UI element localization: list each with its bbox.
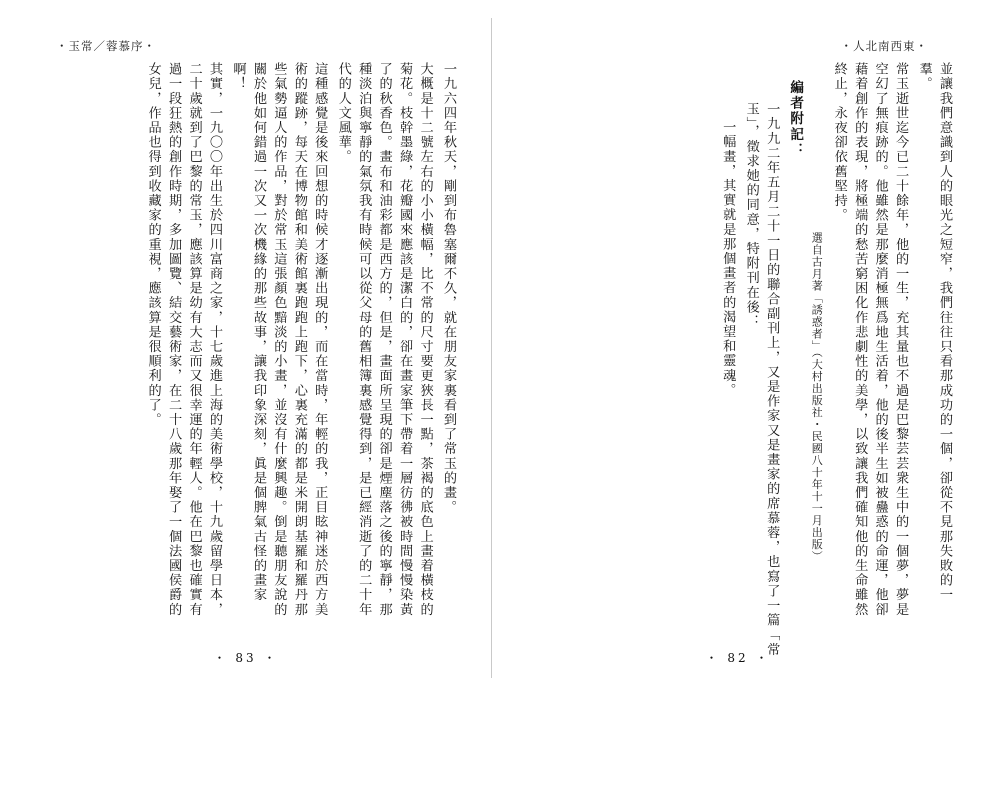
running-head-left: ・玉常／蓉慕序・	[56, 39, 156, 53]
source-note: 選自古月著「誘惑者」（大村出版社・民國八十年十一月出版）	[810, 232, 824, 563]
text-column: 並讓我們意識到人的眼光之短窄，我們往往只看那成功的一個，卻從不見那失敗的一羣。	[916, 62, 952, 603]
text-column: 其實，一九〇〇年出生於四川富商之家，十七歲進上海的美術學校，十九歲留學日本，二十歲就到了巴黎的常玉，應該算是幼有大志而又很幸運的年輕人。他在巴黎也確實有過一段狂熱的創作時期，多加圖覽、結交藝術家，在二十八歲那年娶了一個法國侯爵的女兒，作品也得到收藏家的重視，應該算是很順利的了。	[145, 62, 223, 617]
text-column: 這種感覺是後來回想的時候才逐漸出現的，而在當時，年輕的我，正目眩神迷於西方美術的蹤跡，每天在博物館和美術館裏跑跑上跑下，心裏充滿的都是米開朗基羅和羅丹那些氣勢逼人的作品，對於常玉這張顏色黯淡的小畫，並沒有什麼興趣。倒是聽朋友說的關於他如何錯過一次又一次機緣的那些故事，讓我印象深刻，眞是個脾氣古怪的畫家啊！	[230, 62, 328, 617]
running-head-right: ・人北南西東・	[840, 39, 928, 53]
folio-right: ・ 82 ・	[705, 651, 771, 665]
editor-note-heading: 編者附記：	[787, 80, 804, 158]
folio-left: ・ 83 ・	[213, 651, 279, 665]
right-page	[492, 0, 984, 696]
text-column: 一九九二年五月二十一日的聯合副刊上，又是作家又是畫家的席慕蓉，也寫了一篇「常玉」，徵求她的同意，特附刊在後：	[743, 102, 780, 657]
text-column: 常玉逝世迄今已二十餘年，他的一生，充其量也不過是巴黎芸芸衆生中的一個夢，夢是空幻了無痕跡的。他雖然是那麼消極無爲地生活着，他的後半生如被蠱惑的命運，他卻藉着創作的表現，將極端的愁苦窮困化作悲劇性的美學，以致讓我們確知他的生命雖然終止，永夜卻依舊堅持。	[831, 62, 909, 617]
right-page-text-columns	[522, 62, 954, 657]
text-column: 一九六四年秋天，剛到布魯塞爾不久，就在朋友家裏看到了常玉的畫。	[441, 62, 456, 515]
text-column: 一幅畫，其實就是那個畫者的渴望和靈魂。	[720, 120, 736, 398]
text-column: 大概是十二號左右的小小橫幅，比不常的尺寸要更狹長一點，茶褐的底色上畫着橫枝的菊花。枝幹墨綠，花瓣國來應該是潔白的，卻在畫家筆下帶着一層彷彿被時間慢慢染黃了的秋香色。畫布和油彩都是西方的，但是，畫面所呈現的卻是煙塵落之後的寧靜，那種淡泊與寧靜的氣氛我有時候可以從父母的舊相簿裏感覺得到，是已經消逝了的二十年代的人文風華。	[335, 62, 433, 617]
left-page	[0, 0, 492, 696]
left-page-text-columns	[26, 62, 458, 622]
